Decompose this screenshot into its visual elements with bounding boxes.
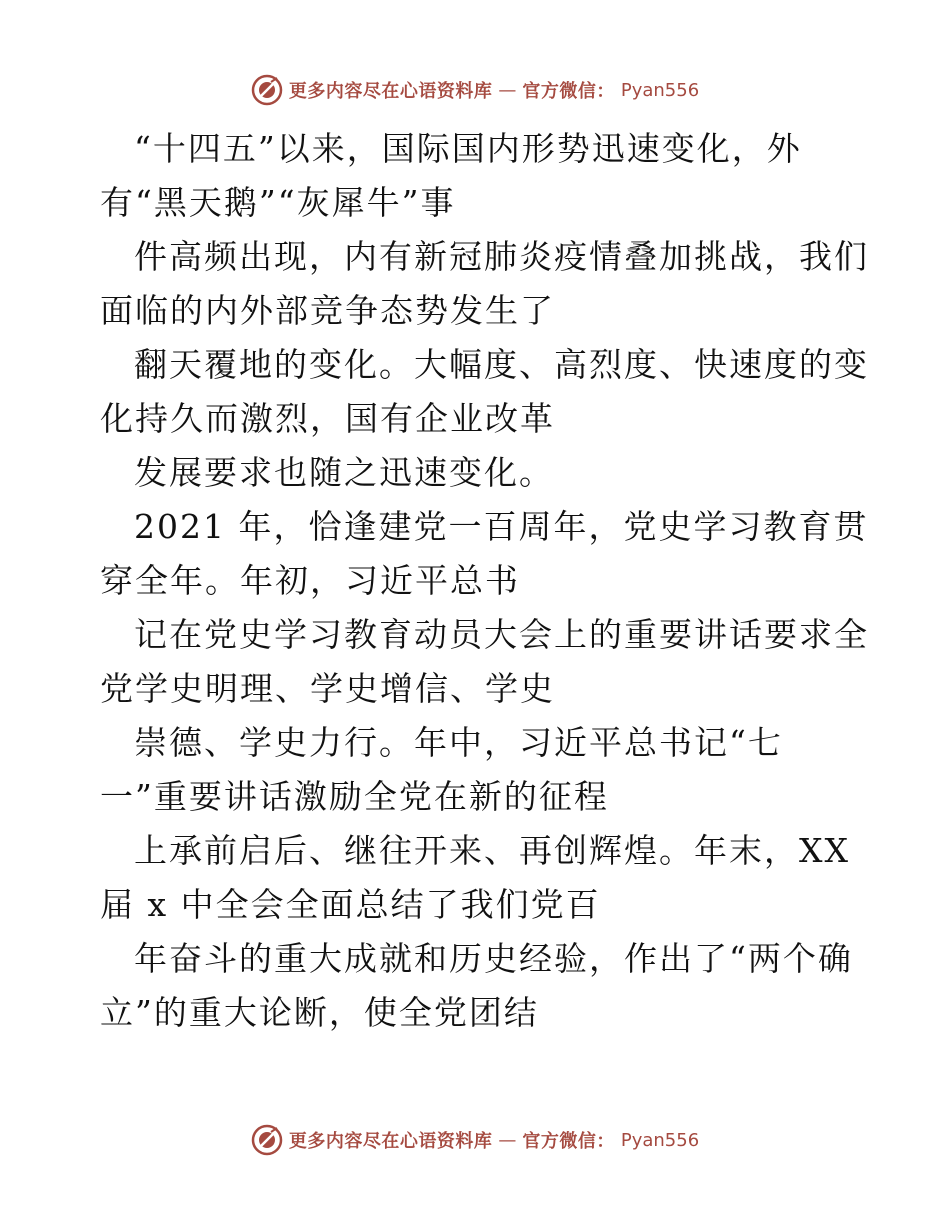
body-line: 届 x 中全会全面总结了我们党百 [100,885,601,924]
body-line: 崇德、学史力行。年中，习近平总书记“七 [134,723,783,762]
body-line: 记在党史学习教育动员大会上的重要讲话要求全 [134,615,869,654]
body-line: 面临的内外部竞争态势发生了 [100,291,555,330]
banner-wechat-id: Pyan556 [620,79,700,101]
body-line: 上承前启后、继往开来、再创辉煌。年末，XX [134,831,850,870]
banner-wechat-label: 官方微信： [522,81,615,102]
brand-logo-icon [251,1124,283,1156]
body-line: 有“黑天鹅”“灰犀牛”事 [100,183,456,222]
banner-separator: — [498,1129,517,1151]
body-line: 件高频出现，内有新冠肺炎疫情叠加挑战，我们 [134,237,869,276]
body-line: 穿全年。年初，习近平总书 [100,561,520,600]
banner-separator: — [498,79,517,101]
body-line: 党学史明理、学史增信、学史 [100,669,555,708]
banner-text: 更多内容尽在心语资料库 [288,1131,493,1152]
body-line: 化持久而激烈，国有企业改革 [100,399,555,438]
body-line: 一”重要讲话激励全党在新的征程 [100,777,609,816]
document-body [100,122,869,1040]
body-line: 立”的重大论断，使全党团结 [100,993,539,1032]
banner-wechat-label: 官方微信： [522,1131,615,1152]
body-line: “十四五”以来，国际国内形势迅速变化，外 [134,129,802,168]
brand-logo-icon [251,74,283,106]
body-line: 翻天覆地的变化。大幅度、高烈度、快速度的变 [134,345,869,384]
banner-wechat-id: Pyan556 [620,1129,700,1151]
header-banner [0,70,950,110]
body-line: 年奋斗的重大成就和历史经验，作出了“两个确 [134,939,853,978]
body-line: 发展要求也随之迅速变化。 [134,453,554,492]
body-line: 2021 年，恰逢建党一百周年，党史学习教育贯 [134,507,869,546]
banner-text: 更多内容尽在心语资料库 [288,81,493,102]
footer-banner [0,1120,950,1160]
